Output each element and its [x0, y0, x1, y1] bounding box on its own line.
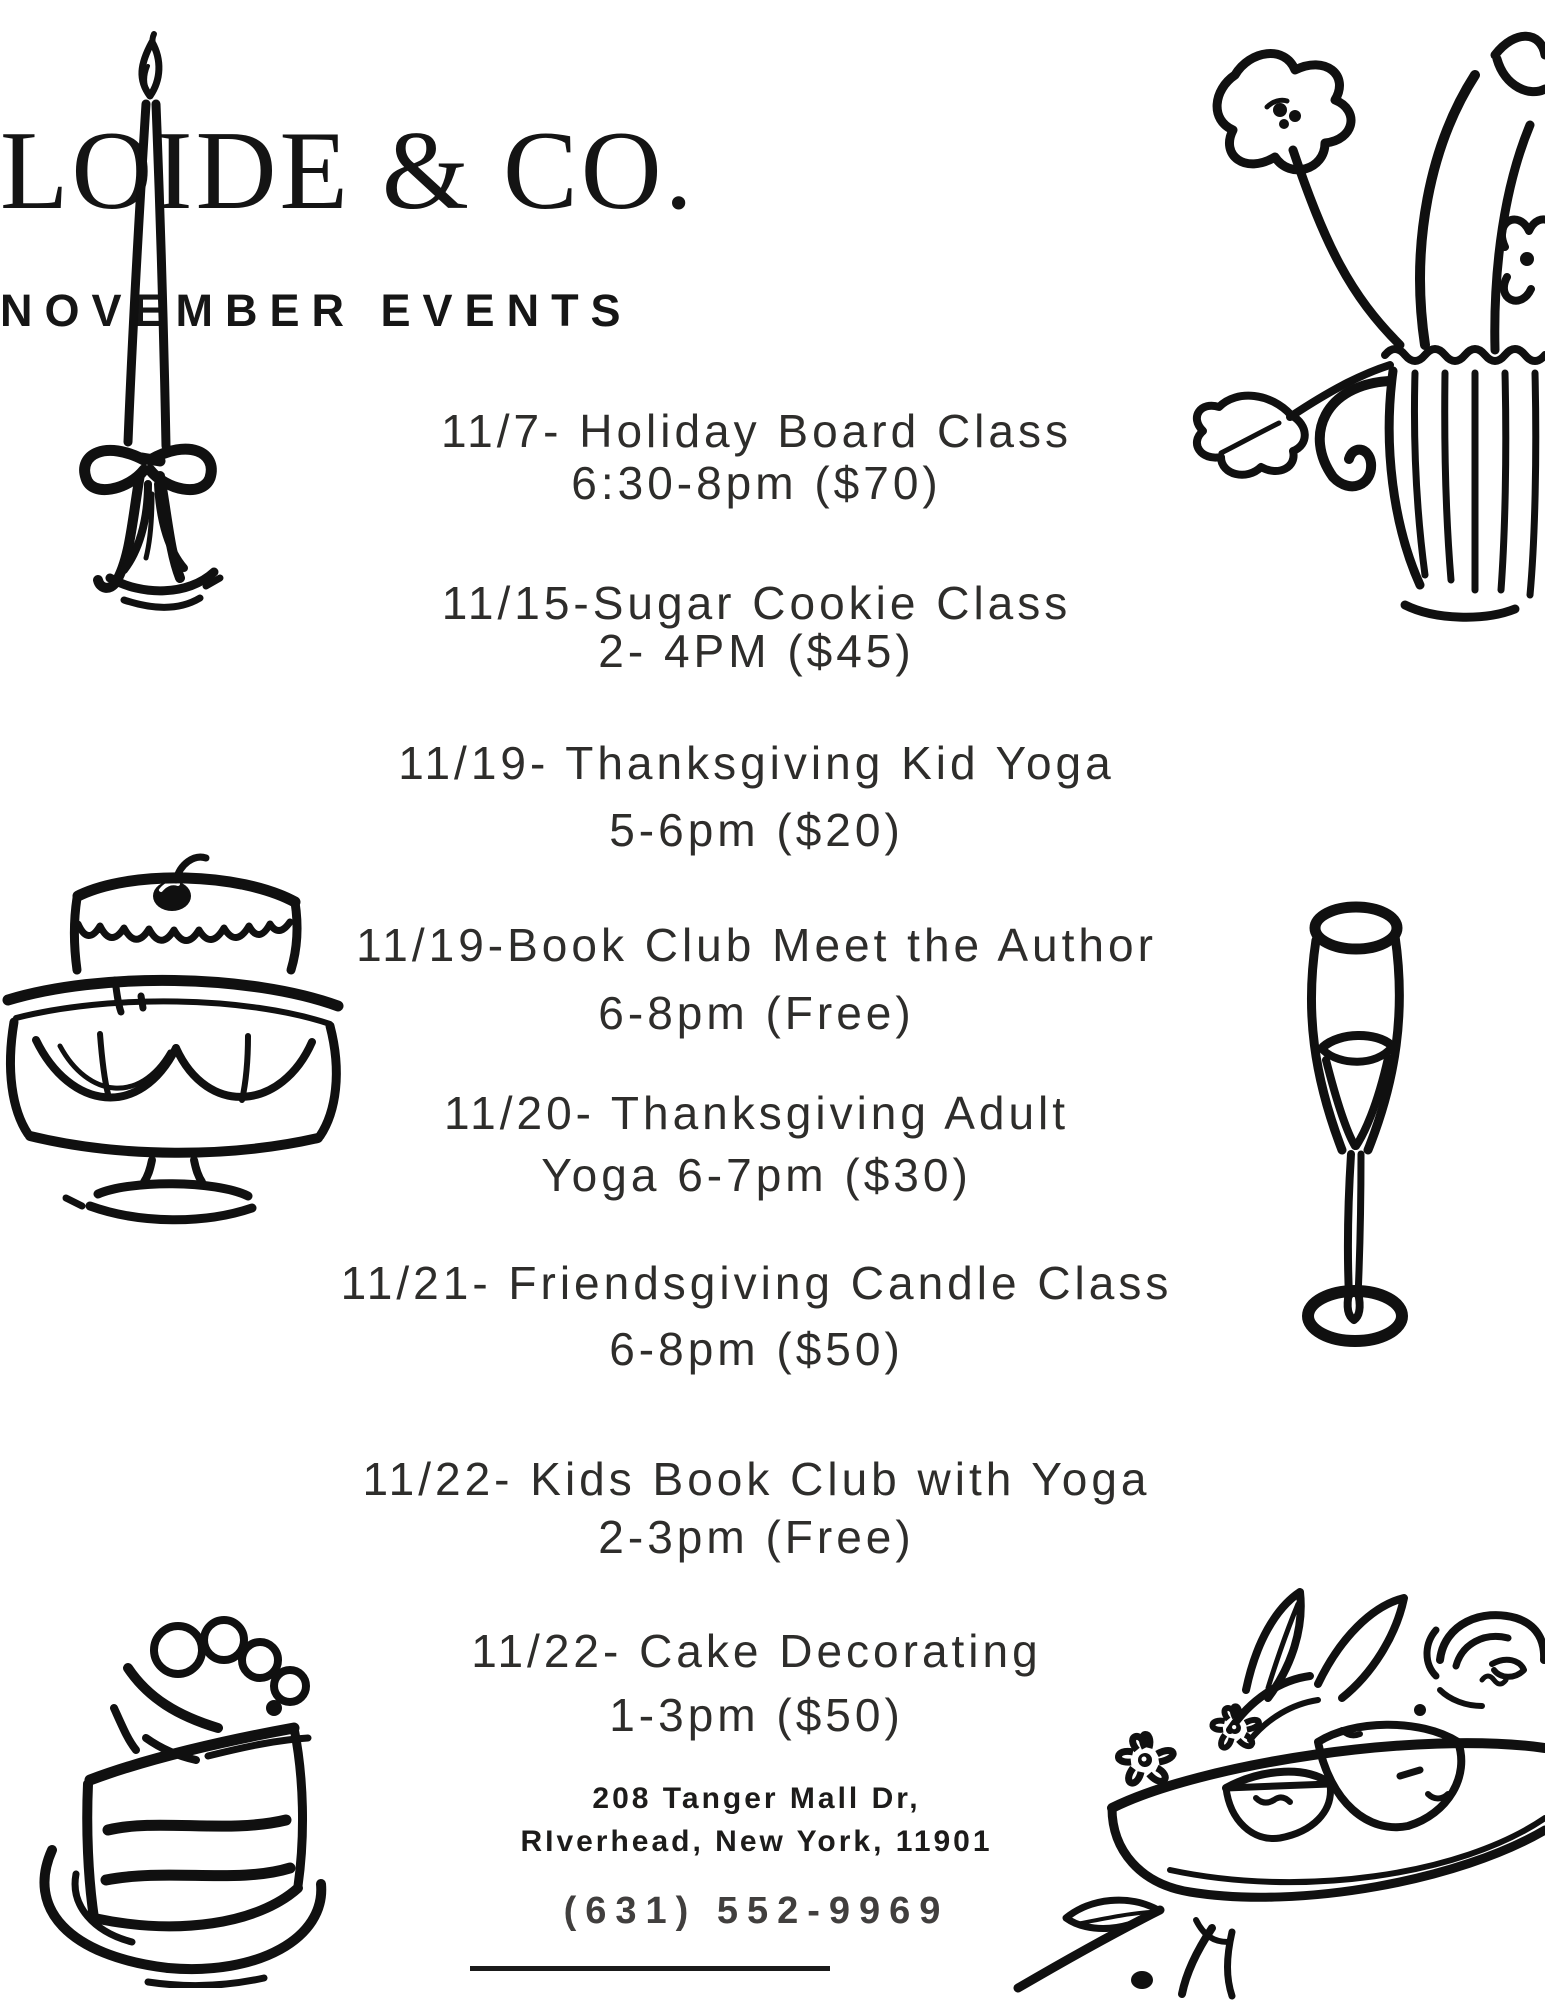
event-time: Yoga 6-7pm ($30) [541, 1149, 972, 1201]
phone-number: (631) 552-9969 [563, 1890, 950, 1932]
event-line: 11/21- Friendsgiving Candle Class [340, 1257, 1173, 1309]
event-time: 2-3pm (Free) [598, 1511, 915, 1563]
event-time: 6-8pm ($50) [609, 1323, 904, 1375]
page-subtitle: NOVEMBER EVENTS [0, 285, 633, 336]
event-line: 11/22- Cake Decorating [471, 1625, 1042, 1677]
event-time: 6:30-8pm ($70) [571, 457, 942, 509]
event-time: 6-8pm (Free) [598, 987, 915, 1039]
page-title: LOIDE & CO. [0, 109, 696, 233]
event-line: 11/20- Thanksgiving Adult [443, 1087, 1070, 1139]
address-line-1: 208 Tanger Mall Dr, [592, 1782, 921, 1815]
event-line: 11/15-Sugar Cookie Class [441, 577, 1072, 629]
event-time: 5-6pm ($20) [609, 804, 904, 856]
event-line: 11/22- Kids Book Club with Yoga [362, 1453, 1151, 1505]
event-line: 11/19- Thanksgiving Kid Yoga [398, 737, 1115, 789]
footer-divider [470, 1966, 830, 1971]
event-line: 11/19-Book Club Meet the Author [356, 919, 1157, 971]
event-time: 1-3pm ($50) [609, 1689, 904, 1741]
event-time: 2- 4PM ($45) [598, 625, 915, 677]
event-line: 11/7- Holiday Board Class [441, 405, 1072, 457]
address-line-2: RIverhead, New York, 11901 [520, 1825, 993, 1858]
